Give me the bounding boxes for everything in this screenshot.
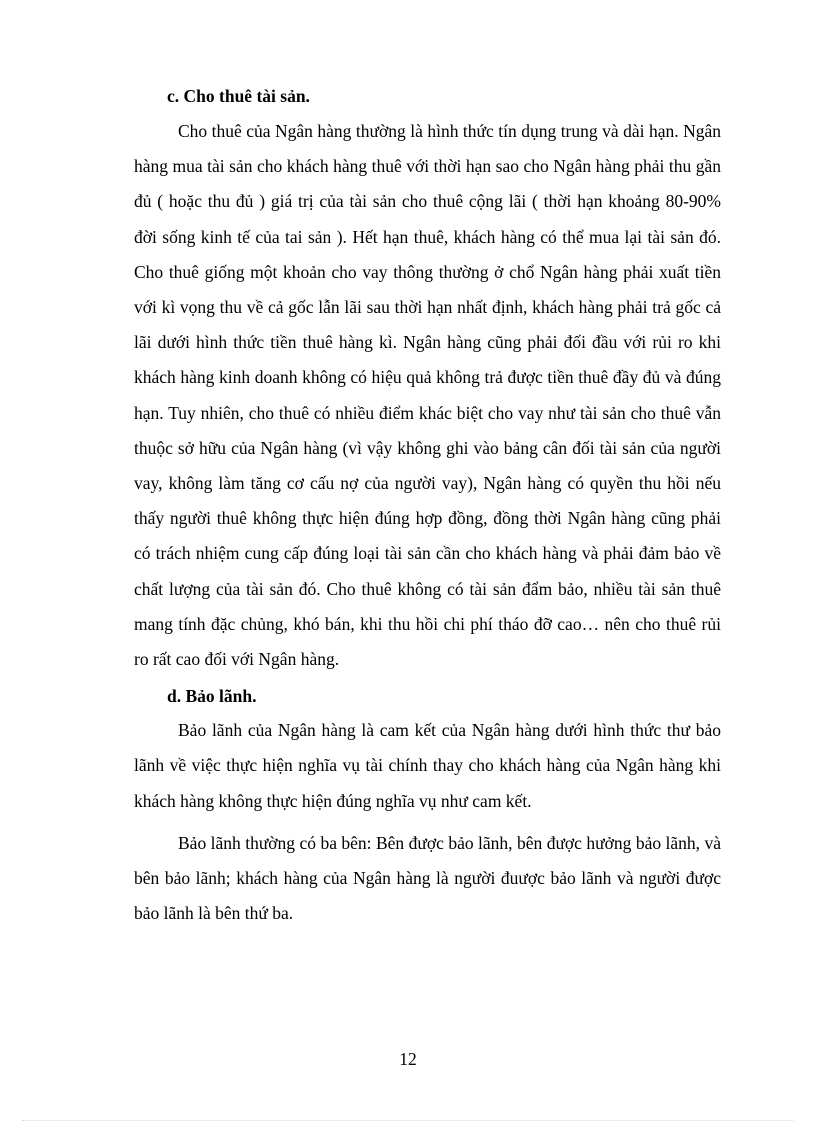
page-bottom-divider	[22, 1120, 794, 1121]
section-c-heading: c. Cho thuê tài sản.	[167, 86, 310, 106]
section-d-paragraph-1: Bảo lãnh của Ngân hàng là cam kết của Ngân hàng dưới hình thức thư bảo lãnh về việc thực hiện nghĩa vụ tài chính thay cho khách hàng của Ngân hàng khi khách hàng không thực hiện đúng nghĩa vụ như cam kết.	[134, 720, 721, 811]
section-c-paragraph: Cho thuê của Ngân hàng thường là hình thức tín dụng trung và dài hạn. Ngân hàng mua tài sản cho khách hàng thuê với thời hạn sao cho Ngân hàng phải thu gần đủ ( hoặc thu đủ ) giá trị của tài sản cho thuê cộng lãi ( thời hạn khoảng 80-90% đời sống kinh tế của tai sản ). Hết hạn thuê, khách hàng có thể mua lại tài sản đó. Cho thuê giống một khoản cho vay thông thường ở chổ Ngân hàng phải xuất tiền với kì vọng thu về cả gốc lẫn lãi sau thời hạn nhất định, khách hàng phải trả gốc cả lãi dưới hình thức tiền thuê hàng kì. Ngân hàng cũng phải đối đầu với rủi ro khi khách hàng kinh doanh không có hiệu quả không trả được tiền thuê đầy đủ và đúng hạn. Tuy nhiên, cho thuê có nhiều điểm khác biệt cho vay như tài sản cho thuê vẫn thuộc sở hữu của Ngân hàng (vì vậy không ghi vào bảng cân đối tài sản của người vay, không làm tăng cơ cấu nợ của người vay), Ngân hàng có quyền thu hồi nếu thấy người thuê không thực hiện đúng hợp đồng, đồng thời Ngân hàng cũng phải có trách nhiệm cung cấp đúng loại tài sản cần cho khách hàng và phải đảm bảo về chất lượng của tài sản đó. Cho thuê không có tài sản đẩm bảo, nhiều tài sản thuê mang tính đặc chủng, khó bán, khi thu hồi chi phí tháo đỡ cao… nên cho thuê rủi ro rất cao đối với Ngân hàng.	[134, 121, 721, 670]
section-d-paragraph-2: Bảo lãnh thường có ba bên: Bên được bảo lãnh, bên được hưởng bảo lãnh, và bên bảo lãnh; khách hàng của Ngân hàng là người đuược bảo lãnh và người được bảo lãnh là bên thứ ba.	[134, 832, 721, 924]
page-number: 12	[399, 1049, 417, 1069]
section-d-heading: d. Bảo lãnh.	[167, 686, 257, 707]
page-body	[134, 79, 721, 931]
